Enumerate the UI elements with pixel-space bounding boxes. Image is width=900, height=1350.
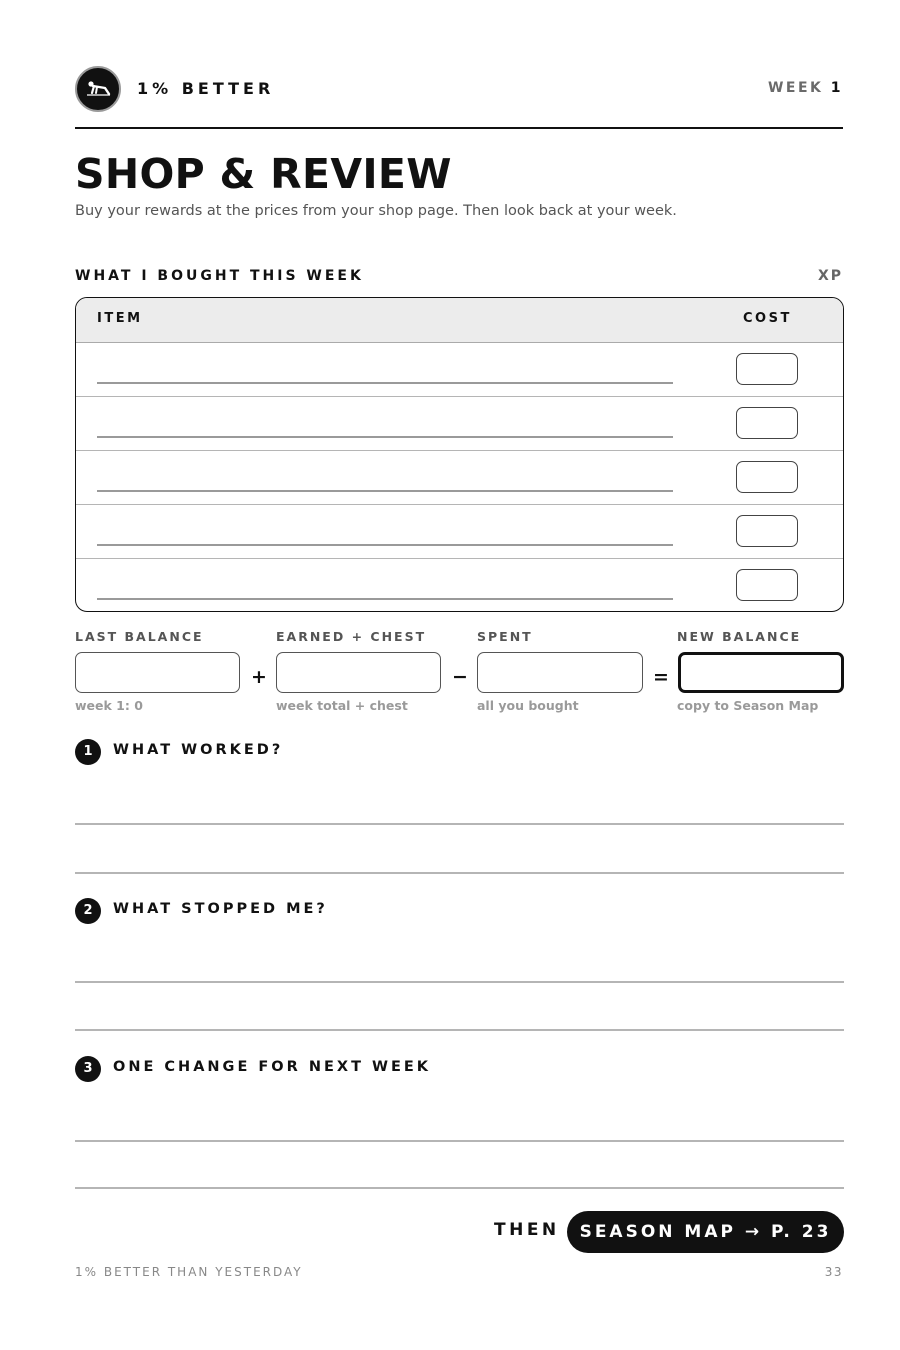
question-text: WHAT STOPPED ME?	[113, 901, 328, 917]
week-label: WEEK	[767, 80, 824, 96]
cost-box[interactable]	[736, 569, 798, 601]
column-header-cost: COST	[743, 311, 792, 326]
footer-tagline: 1% BETTER THAN YESTERDAY	[75, 1265, 303, 1279]
cost-box[interactable]	[736, 461, 798, 493]
then-label: THEN	[494, 1220, 560, 1240]
spent-box[interactable]	[477, 652, 643, 693]
table-row	[76, 505, 843, 559]
last-balance-label: LAST BALANCE	[75, 629, 204, 644]
purchases-heading: WHAT I BOUGHT THIS WEEK	[75, 268, 364, 284]
table-row	[76, 343, 843, 397]
plus-operator: +	[251, 666, 267, 688]
question-what-stopped-me	[75, 898, 844, 1038]
brand-name: 1% BETTER	[137, 79, 275, 98]
earned-chest-box[interactable]	[276, 652, 441, 693]
question-text: WHAT WORKED?	[113, 742, 284, 758]
new-balance-label: NEW BALANCE	[677, 629, 802, 644]
answer-line[interactable]	[75, 1140, 844, 1142]
spent-hint: all you bought	[477, 698, 579, 713]
answer-line[interactable]	[75, 1029, 844, 1031]
pushup-figure-icon	[75, 66, 121, 112]
header-divider	[75, 127, 843, 129]
minus-operator: −	[452, 666, 468, 688]
table-row	[76, 397, 843, 451]
page-subtitle: Buy your rewards at the prices from your shop page. Then look back at your week.	[75, 203, 677, 219]
answer-line[interactable]	[75, 981, 844, 983]
answer-line[interactable]	[75, 1187, 844, 1189]
answer-line[interactable]	[75, 872, 844, 874]
balance-calculation	[75, 629, 844, 719]
question-text: ONE CHANGE FOR NEXT WEEK	[113, 1059, 432, 1075]
question-number-badge: 3	[75, 1056, 101, 1082]
week-indicator	[768, 80, 843, 96]
column-header-item: ITEM	[97, 311, 143, 326]
table-row	[76, 451, 843, 505]
equals-operator: =	[653, 666, 669, 688]
item-write-line[interactable]	[97, 436, 673, 438]
season-map-button[interactable]: SEASON MAP → P. 23	[567, 1211, 844, 1253]
cost-box[interactable]	[736, 353, 798, 385]
item-write-line[interactable]	[97, 490, 673, 492]
last-balance-box[interactable]	[75, 652, 240, 693]
question-number-badge: 2	[75, 898, 101, 924]
question-number-badge: 1	[75, 739, 101, 765]
new-balance-hint: copy to Season Map	[677, 698, 819, 713]
week-number: 1	[830, 80, 843, 96]
cost-box[interactable]	[736, 515, 798, 547]
xp-unit-label: XP	[817, 268, 843, 284]
page-number: 33	[824, 1265, 843, 1279]
item-write-line[interactable]	[97, 544, 673, 546]
purchases-table	[75, 297, 844, 612]
spent-label: SPENT	[477, 629, 533, 644]
item-write-line[interactable]	[97, 598, 673, 600]
cost-box[interactable]	[736, 407, 798, 439]
question-one-change	[75, 1056, 844, 1196]
table-header	[76, 298, 843, 343]
page-title: SHOP & REVIEW	[75, 150, 452, 198]
earned-chest-hint: week total + chest	[276, 698, 408, 713]
new-balance-box[interactable]	[678, 652, 844, 693]
last-balance-hint: week 1: 0	[75, 698, 143, 713]
table-row	[76, 559, 843, 612]
question-what-worked	[75, 739, 844, 879]
item-write-line[interactable]	[97, 382, 673, 384]
earned-chest-label: EARNED + CHEST	[276, 629, 427, 644]
answer-line[interactable]	[75, 823, 844, 825]
page-header	[75, 66, 843, 114]
